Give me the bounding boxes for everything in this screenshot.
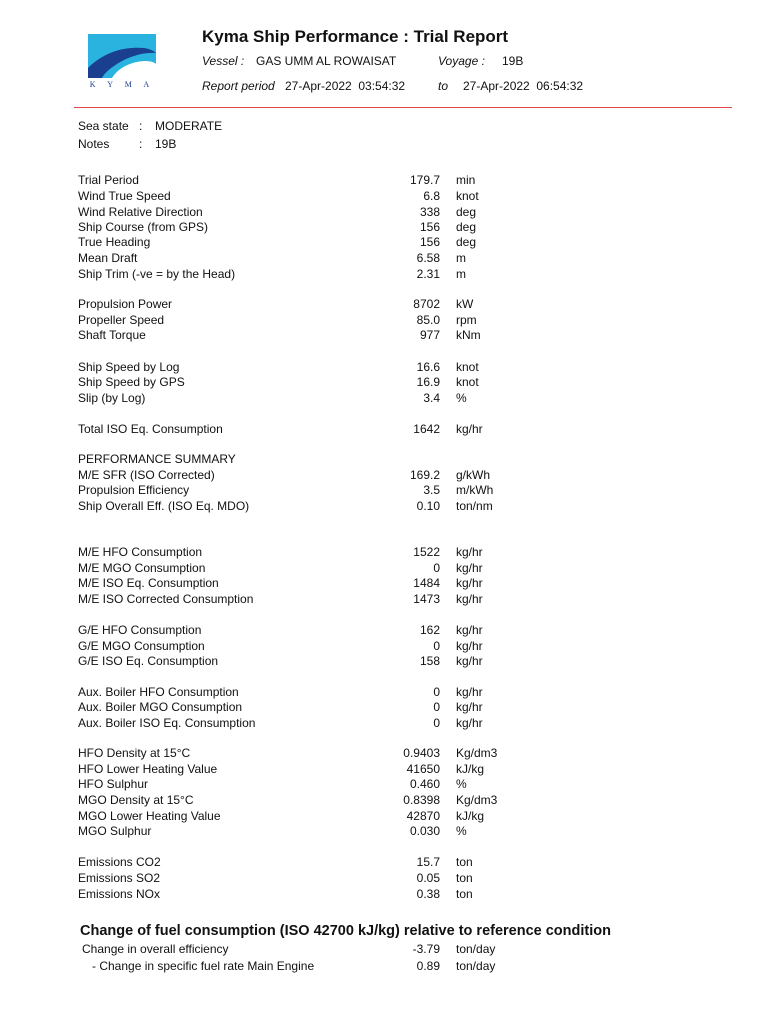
row-value: 3.4 [423,391,440,405]
row-unit: m/kWh [456,483,494,497]
table-row [0,452,768,468]
row-unit: kg/hr [456,576,483,590]
row-value: 156 [419,235,440,249]
row-unit: kg/hr [456,685,483,699]
row-value: 0.05 [416,871,440,885]
row-value: 977 [419,328,440,342]
row-label: HFO Density at 15°C [78,746,191,760]
row-label: Mean Draft [78,251,138,265]
table-row [0,297,768,313]
row-unit: kg/hr [456,561,483,575]
row-unit: ton/nm [456,499,493,513]
row-unit: ton/day [456,959,496,973]
row-unit: ton [456,871,473,885]
row-unit: kg/hr [456,592,483,606]
row-value: 0.030 [409,824,440,838]
row-unit: deg [456,205,477,219]
row-value: 3.5 [423,483,440,497]
table-row [0,422,768,438]
row-unit: kJ/kg [456,809,485,823]
row-label: Wind Relative Direction [78,205,203,219]
row-value: 6.8 [423,189,440,203]
row-unit: m [456,251,466,265]
row-value: 2.31 [416,267,440,281]
table-row [0,267,768,283]
row-unit: min [456,173,476,187]
row-value: 0.10 [416,499,440,513]
row-label: PERFORMANCE SUMMARY [78,452,236,466]
table-row [0,205,768,221]
row-unit: Kg/dm3 [456,746,498,760]
row-value: 162 [419,623,440,637]
row-unit: kg/hr [456,700,483,714]
row-unit: % [456,777,467,791]
row-value: 1484 [413,576,440,590]
row-unit: ton/day [456,942,496,956]
table-row [0,959,768,975]
row-unit: m [456,267,466,281]
table-row [0,855,768,871]
table-row [0,592,768,608]
row-label: Trial Period [78,173,139,187]
table-row [0,561,768,577]
row-label: Shaft Torque [78,328,146,342]
row-unit: % [456,391,467,405]
report-title: Kyma Ship Performance : Trial Report [202,27,509,46]
table-row [0,313,768,329]
row-label: Ship Speed by GPS [78,375,185,389]
notes-label: Notes [78,137,110,151]
table-row [0,360,768,376]
row-unit: deg [456,220,477,234]
row-unit: % [456,824,467,838]
row-label: Aux. Boiler ISO Eq. Consumption [78,716,256,730]
sea-state-label: Sea state [78,119,129,133]
row-label: Propulsion Power [78,297,173,311]
vessel-label: Vessel : [202,54,245,68]
table-row [0,746,768,762]
logo-wordmark: K Y M A [89,80,155,89]
table-row [0,685,768,701]
vessel-value: GAS UMM AL ROWAISAT [256,54,397,68]
row-unit: kg/hr [456,545,483,559]
row-value: 6.58 [416,251,440,265]
sea-state-colon: : [139,119,143,133]
row-unit: kg/hr [456,623,483,637]
table-row [0,639,768,655]
row-value: 0.9403 [403,746,440,760]
row-label: Emissions CO2 [78,855,161,869]
row-value: 85.0 [416,313,440,327]
row-label: G/E MGO Consumption [78,639,205,653]
row-label: MGO Lower Heating Value [78,809,221,823]
row-unit: knot [456,360,479,374]
notes-value: 19B [155,137,177,151]
table-row [0,887,768,903]
table-row [0,251,768,267]
row-value: 0.460 [409,777,440,791]
row-value: 15.7 [416,855,440,869]
row-label: Emissions SO2 [78,871,161,885]
section-title: Change of fuel consumption (ISO 42700 kJ/kg) relative to reference condition [80,923,611,939]
table-row [0,499,768,515]
row-label: Ship Trim (-ve = by the Head) [78,267,236,281]
row-value: 179.7 [409,173,440,187]
voyage-label: Voyage : [438,54,485,68]
row-unit: deg [456,235,477,249]
table-row [0,716,768,732]
row-unit: ton [456,887,473,901]
table-row [0,375,768,391]
table-row [0,809,768,825]
row-value: 1642 [413,422,440,436]
table-row [0,777,768,793]
table-row [0,871,768,887]
table-row [0,483,768,499]
header-divider [74,107,732,108]
row-label: Wind True Speed [78,189,171,203]
row-unit: kg/hr [456,654,483,668]
row-label: G/E HFO Consumption [78,623,202,637]
row-label: HFO Lower Heating Value [78,762,218,776]
row-label: Propeller Speed [78,313,165,327]
table-row [0,762,768,778]
row-value: 16.6 [416,360,440,374]
row-value: 42870 [406,809,440,823]
table-row [0,623,768,639]
row-unit: kW [456,297,474,311]
to-label: to [438,79,449,93]
table-row [0,942,768,958]
report-period-label: Report period [202,79,275,93]
row-label: Aux. Boiler MGO Consumption [78,700,243,714]
row-label: Ship Overall Eff. (ISO Eq. MDO) [78,499,250,513]
row-label: True Heading [78,235,151,249]
row-label: Propulsion Efficiency [78,483,190,497]
row-value: 0 [433,639,440,653]
table-row [0,824,768,840]
row-value: 338 [419,205,440,219]
row-label: Total ISO Eq. Consumption [78,422,223,436]
row-value: 0 [433,685,440,699]
table-row [0,545,768,561]
row-label: MGO Sulphur [78,824,152,838]
row-label: - Change in specific fuel rate Main Engine [92,959,315,973]
row-value: 0 [433,716,440,730]
table-row [0,654,768,670]
report-period-to: 27-Apr-2022 06:54:32 [463,79,584,93]
row-value: 0.89 [416,959,440,973]
row-unit: ton [456,855,473,869]
row-unit: kg/hr [456,639,483,653]
table-row [0,220,768,236]
kyma-logo [88,34,156,90]
row-unit: kg/hr [456,716,483,730]
row-label: HFO Sulphur [78,777,149,791]
row-label: M/E MGO Consumption [78,561,206,575]
row-label: M/E ISO Corrected Consumption [78,592,254,606]
row-label: Slip (by Log) [78,391,146,405]
table-row [0,468,768,484]
row-value: 8702 [413,297,440,311]
row-label: Emissions NOx [78,887,161,901]
row-unit: rpm [456,313,477,327]
row-value: 1522 [413,545,440,559]
row-label: M/E ISO Eq. Consumption [78,576,219,590]
row-label: Aux. Boiler HFO Consumption [78,685,239,699]
table-row [0,235,768,251]
row-value: 0.8398 [403,793,440,807]
logo-mark [88,34,156,78]
report-period-from: 27-Apr-2022 03:54:32 [285,79,406,93]
voyage-value: 19B [502,54,524,68]
table-row [0,576,768,592]
row-label: Ship Speed by Log [78,360,180,374]
row-label: M/E HFO Consumption [78,545,203,559]
table-row [0,173,768,189]
row-value: -3.79 [412,942,440,956]
row-label: Change in overall efficiency [82,942,229,956]
row-label: M/E SFR (ISO Corrected) [78,468,215,482]
row-label: Ship Course (from GPS) [78,220,209,234]
table-row [0,391,768,407]
table-row [0,700,768,716]
row-unit: Kg/dm3 [456,793,498,807]
row-value: 169.2 [409,468,440,482]
row-value: 158 [419,654,440,668]
row-value: 0 [433,561,440,575]
row-value: 16.9 [416,375,440,389]
row-unit: kg/hr [456,422,483,436]
wave-icon [88,34,156,78]
row-value: 1473 [413,592,440,606]
row-unit: knot [456,375,479,389]
row-unit: g/kWh [456,468,491,482]
row-unit: knot [456,189,479,203]
row-value: 156 [419,220,440,234]
row-unit: kJ/kg [456,762,485,776]
row-unit: kNm [456,328,481,342]
row-value: 41650 [406,762,440,776]
table-row [0,189,768,205]
sea-state-value: MODERATE [155,119,223,133]
row-value: 0 [433,700,440,714]
row-value: 0.38 [416,887,440,901]
table-row [0,328,768,344]
table-row [0,793,768,809]
row-label: MGO Density at 15°C [78,793,194,807]
row-label: G/E ISO Eq. Consumption [78,654,219,668]
notes-colon: : [139,137,143,151]
